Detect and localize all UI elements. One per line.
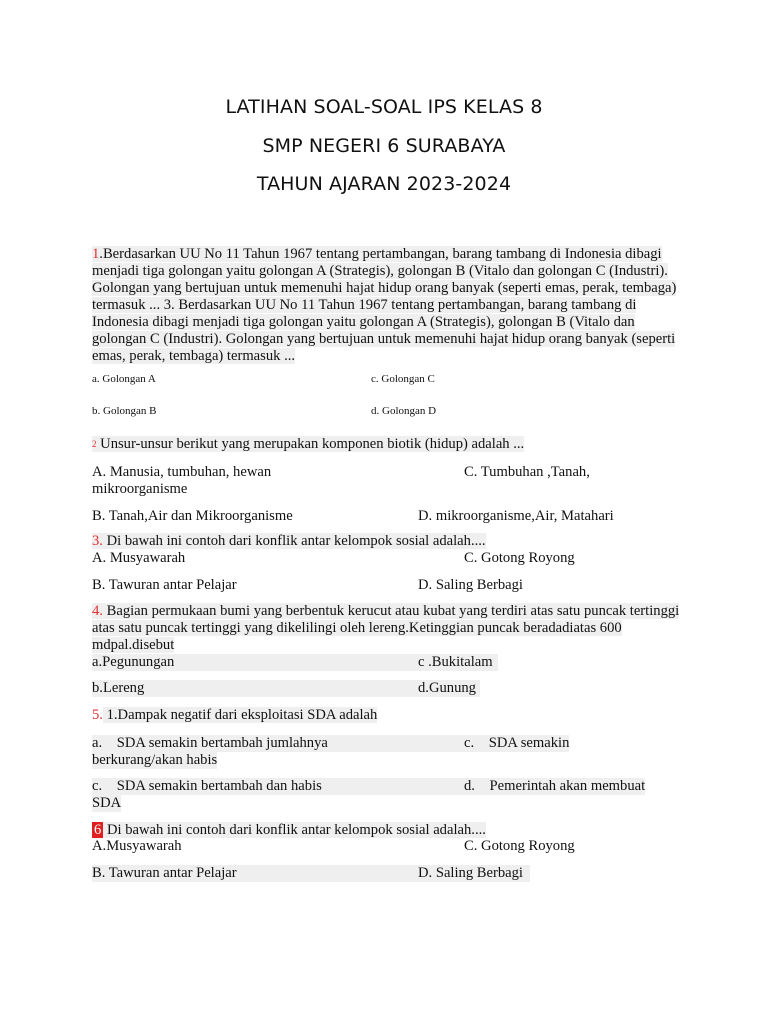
q3-option-b: B. Tawuran antar Pelajar <box>92 577 237 593</box>
q5-option-c-continued: berkurang/akan habis <box>92 752 218 768</box>
q2-option-c: C. Tumbuhan ,Tanah, <box>464 464 590 480</box>
question-3 <box>92 533 682 550</box>
header-school: SMP NEGERI 6 SURABAYA <box>262 134 506 157</box>
q6-option-c: C. Gotong Royong <box>464 838 575 854</box>
q1-option-c: c. Golongan C <box>371 373 435 385</box>
question-5-number: 5. <box>92 707 103 723</box>
question-6 <box>92 822 682 839</box>
question-2-text: Unsur-unsur berikut yang merupakan komponen biotik (hidup) adalah ... <box>96 436 525 452</box>
q1-option-a: a. Golongan A <box>92 373 156 385</box>
q5-option-d: d. Pemerintah akan membuat <box>464 778 646 794</box>
question-1-number: 1 <box>92 246 100 262</box>
question-1-text: .Berdasarkan UU No 11 Tahun 1967 tentang pertambangan, barang tambang di Indonesia dibagi menjadi tiga golongan yaitu golongan A (Strategis), golongan B (Vitalo dan golongan C (Industri). Golongan yang bertujuan untuk memenuhi hajat hidup orang banyak (seperti emas, perak, tembaga) termasuk ... 3. Berdasarkan UU No 11 Tahun 1967 tentang pertambangan, barang tambang di Indonesia dibagi menjadi tiga golongan yaitu golongan A (Strategis), golongan B (Vitalo dan golongan C (Industri). Golongan yang bertujuan untuk memenuhi hajat hidup orang banyak (seperti emas, perak, tembaga) termasuk ... <box>92 246 677 364</box>
question-4-number: 4. <box>92 603 103 619</box>
q1-option-b: b. Golongan B <box>92 405 157 417</box>
q6-option-a: A.Musyawarah <box>92 838 182 854</box>
q4-option-c: c .Bukitalam <box>418 654 498 671</box>
q5-option-b: c. SDA semakin bertambah dan habis <box>92 778 464 795</box>
q4-option-d: d.Gunung <box>418 680 480 697</box>
q6-option-d: D. Saling Berbagi <box>418 865 530 882</box>
q3-option-c: C. Gotong Royong <box>464 550 575 566</box>
question-4 <box>92 603 682 654</box>
question-6-number: 6 <box>94 822 102 838</box>
question-5-text: 1.Dampak negatif dari eksploitasi SDA adalah <box>102 707 378 723</box>
header-title: LATIHAN SOAL-SOAL IPS KELAS 8 <box>225 96 543 118</box>
q2-option-d: D. mikroorganisme,Air, Matahari <box>418 508 614 524</box>
question-4-text: Bagian permukaan bumi yang berbentuk kerucut atau kubat yang terdiri atas satu puncak tertinggi atas satu puncak tertinggi yang dikelilingi oleh lereng.Ketinggian puncak beradadiatas 600 mdpal.disebut <box>92 603 680 653</box>
q4-option-b: b.Lereng <box>92 680 418 697</box>
q3-option-d: D. Saling Berbagi <box>418 577 523 593</box>
q2-option-b: B. Tanah,Air dan Mikroorganisme <box>92 508 293 524</box>
question-3-text: Di bawah ini contoh dari konflik antar kelompok sosial adalah.... <box>102 533 486 549</box>
q5-option-a: a. SDA semakin bertambah jumlahnya <box>92 735 464 752</box>
q2-option-a: A. Manusia, tumbuhan, hewan <box>92 464 272 480</box>
header-year: TAHUN AJARAN 2023-2024 <box>256 173 512 195</box>
q5-option-d-continued: SDA <box>92 795 122 811</box>
q3-option-a: A. Musyawarah <box>92 550 186 566</box>
question-2 <box>92 436 682 453</box>
question-3-number: 3. <box>92 533 103 549</box>
q5-option-c: c. SDA semakin <box>464 735 570 751</box>
q2-option-c-continued: mikroorganisme <box>92 481 188 497</box>
question-5 <box>92 707 682 724</box>
document-header <box>0 88 768 204</box>
q6-option-b: B. Tawuran antar Pelajar <box>92 865 418 882</box>
q4-option-a: a.Pegunungan <box>92 654 418 671</box>
question-6-text: Di bawah ini contoh dari konflik antar kelompok sosial adalah.... <box>103 822 486 838</box>
question-1 <box>92 246 682 365</box>
question-2-number: 2 <box>92 439 97 449</box>
q1-option-d: d. Golongan D <box>371 405 437 417</box>
